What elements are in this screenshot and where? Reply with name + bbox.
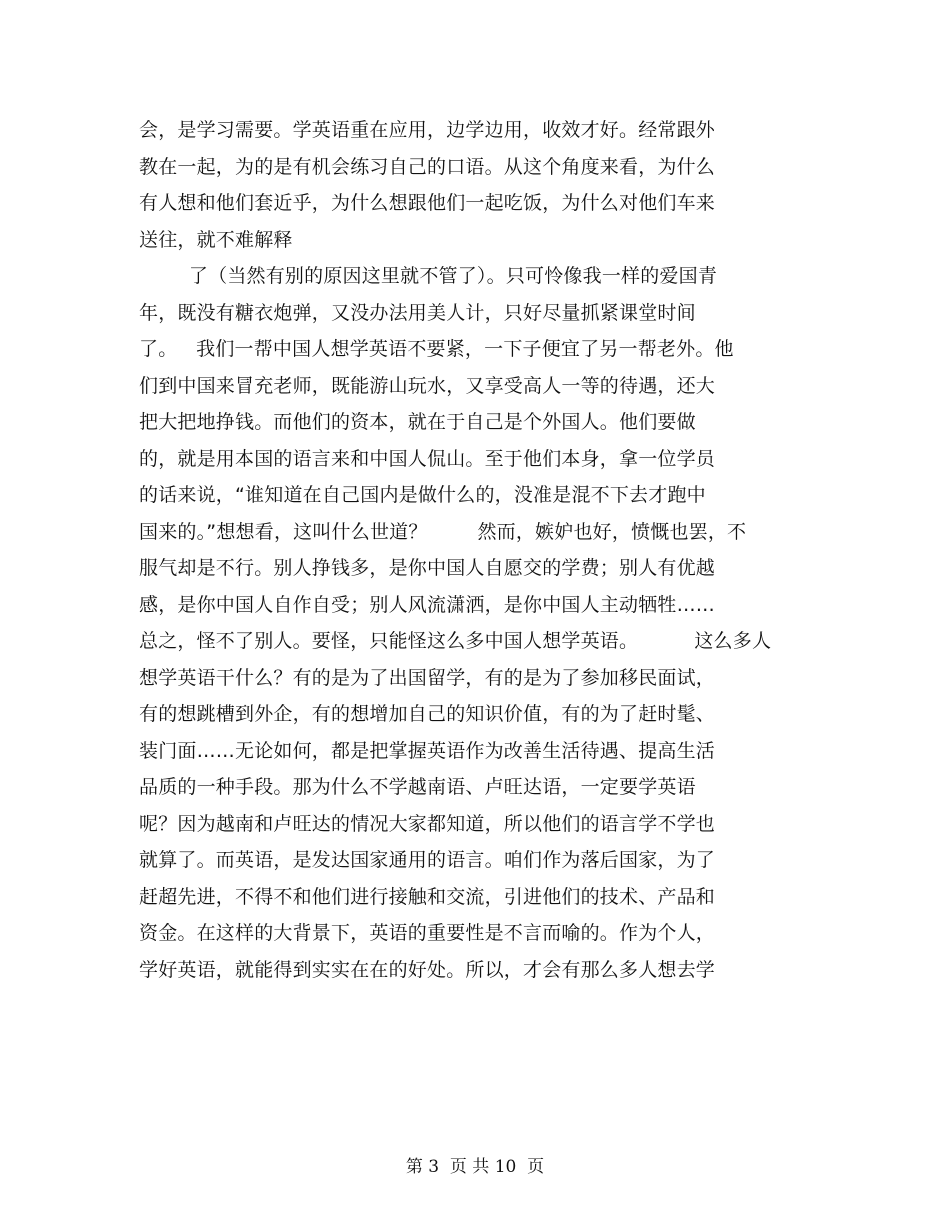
text-line: 资金。在这样的大背景下，英语的重要性是不言而喻的。作为个人， (139, 922, 716, 944)
text-line: 国来的。”想想看，这叫什么世道？ 然而，嫉妒也好，愤慨也罢，不 (139, 520, 747, 543)
text-line: 有的想跳槽到外企，有的想增加自己的知识价值，有的为了赶时髦、 (139, 703, 716, 725)
text-line: 把大把地挣钱。而他们的资本，就在于自己是个外国人。他们要做 (139, 411, 696, 433)
text-line: 的话来说，“谁知道在自己国内是做什么的，没准是混不下去才跑中 (139, 484, 706, 506)
text-line: 教在一起，为的是有机会练习自己的口语。从这个角度来看，为什么 (139, 155, 716, 178)
text-line: 呢？因为越南和卢旺达的情况大家都知道，所以他们的语言学不学也 (139, 812, 716, 835)
text-line: 的，就是用本国的语言来和中国人侃山。至于他们本身，拿一位学员 (139, 447, 716, 470)
text-line: 就算了。而英语，是发达国家通用的语言。咱们作为落后国家，为了 (139, 849, 716, 871)
text-line: 感，是你中国人自作自受；别人风流潇洒，是你中国人主动牺牲…… (139, 593, 716, 616)
text-line: 会，是学习需要。学英语重在应用，边学边用，收效才好。经常跟外 (139, 119, 716, 141)
text-line: 学好英语，就能得到实实在在的好处。所以，才会有那么多人想去学 (139, 958, 716, 981)
text-line: 了（当然有别的原因这里就不管了）。只可怜像我一样的爱国青 (139, 265, 718, 287)
text-line: 了。 我们一帮中国人想学英语不要紧，一下子便宜了另一帮老外。他 (139, 338, 734, 360)
text-line: 服气却是不行。别人挣钱多，是你中国人自愿交的学费；别人有优越 (139, 557, 716, 579)
text-line: 总之，怪不了别人。要怪，只能怪这么多中国人想学英语。 这么多人 (139, 630, 772, 652)
text-line: 想学英语干什么？有的是为了出国留学，有的是为了参加移民面试， (139, 666, 716, 689)
text-line: 送往，就不难解释 (139, 228, 293, 251)
body-text (139, 112, 819, 988)
text-line: 赶超先进，不得不和他们进行接触和交流，引进他们的技术、产品和 (139, 885, 716, 908)
text-line: 品质的一种手段。那为什么不学越南语、卢旺达语，一定要学英语 (139, 776, 696, 798)
page-number-footer: 第 3 页 共 10 页 (405, 1157, 545, 1177)
text-line: 年，既没有糖衣炮弹，又没办法用美人计，只好尽量抓紧课堂时间 (139, 301, 696, 324)
text-line: 装门面……无论如何，都是把掌握英语作为改善生活待遇、提高生活 (139, 739, 716, 762)
text-line: 有人想和他们套近乎，为什么想跟他们一起吃饭，为什么对他们车来 (139, 192, 716, 214)
text-line: 们到中国来冒充老师，既能游山玩水，又享受高人一等的待遇，还大 (139, 374, 716, 397)
